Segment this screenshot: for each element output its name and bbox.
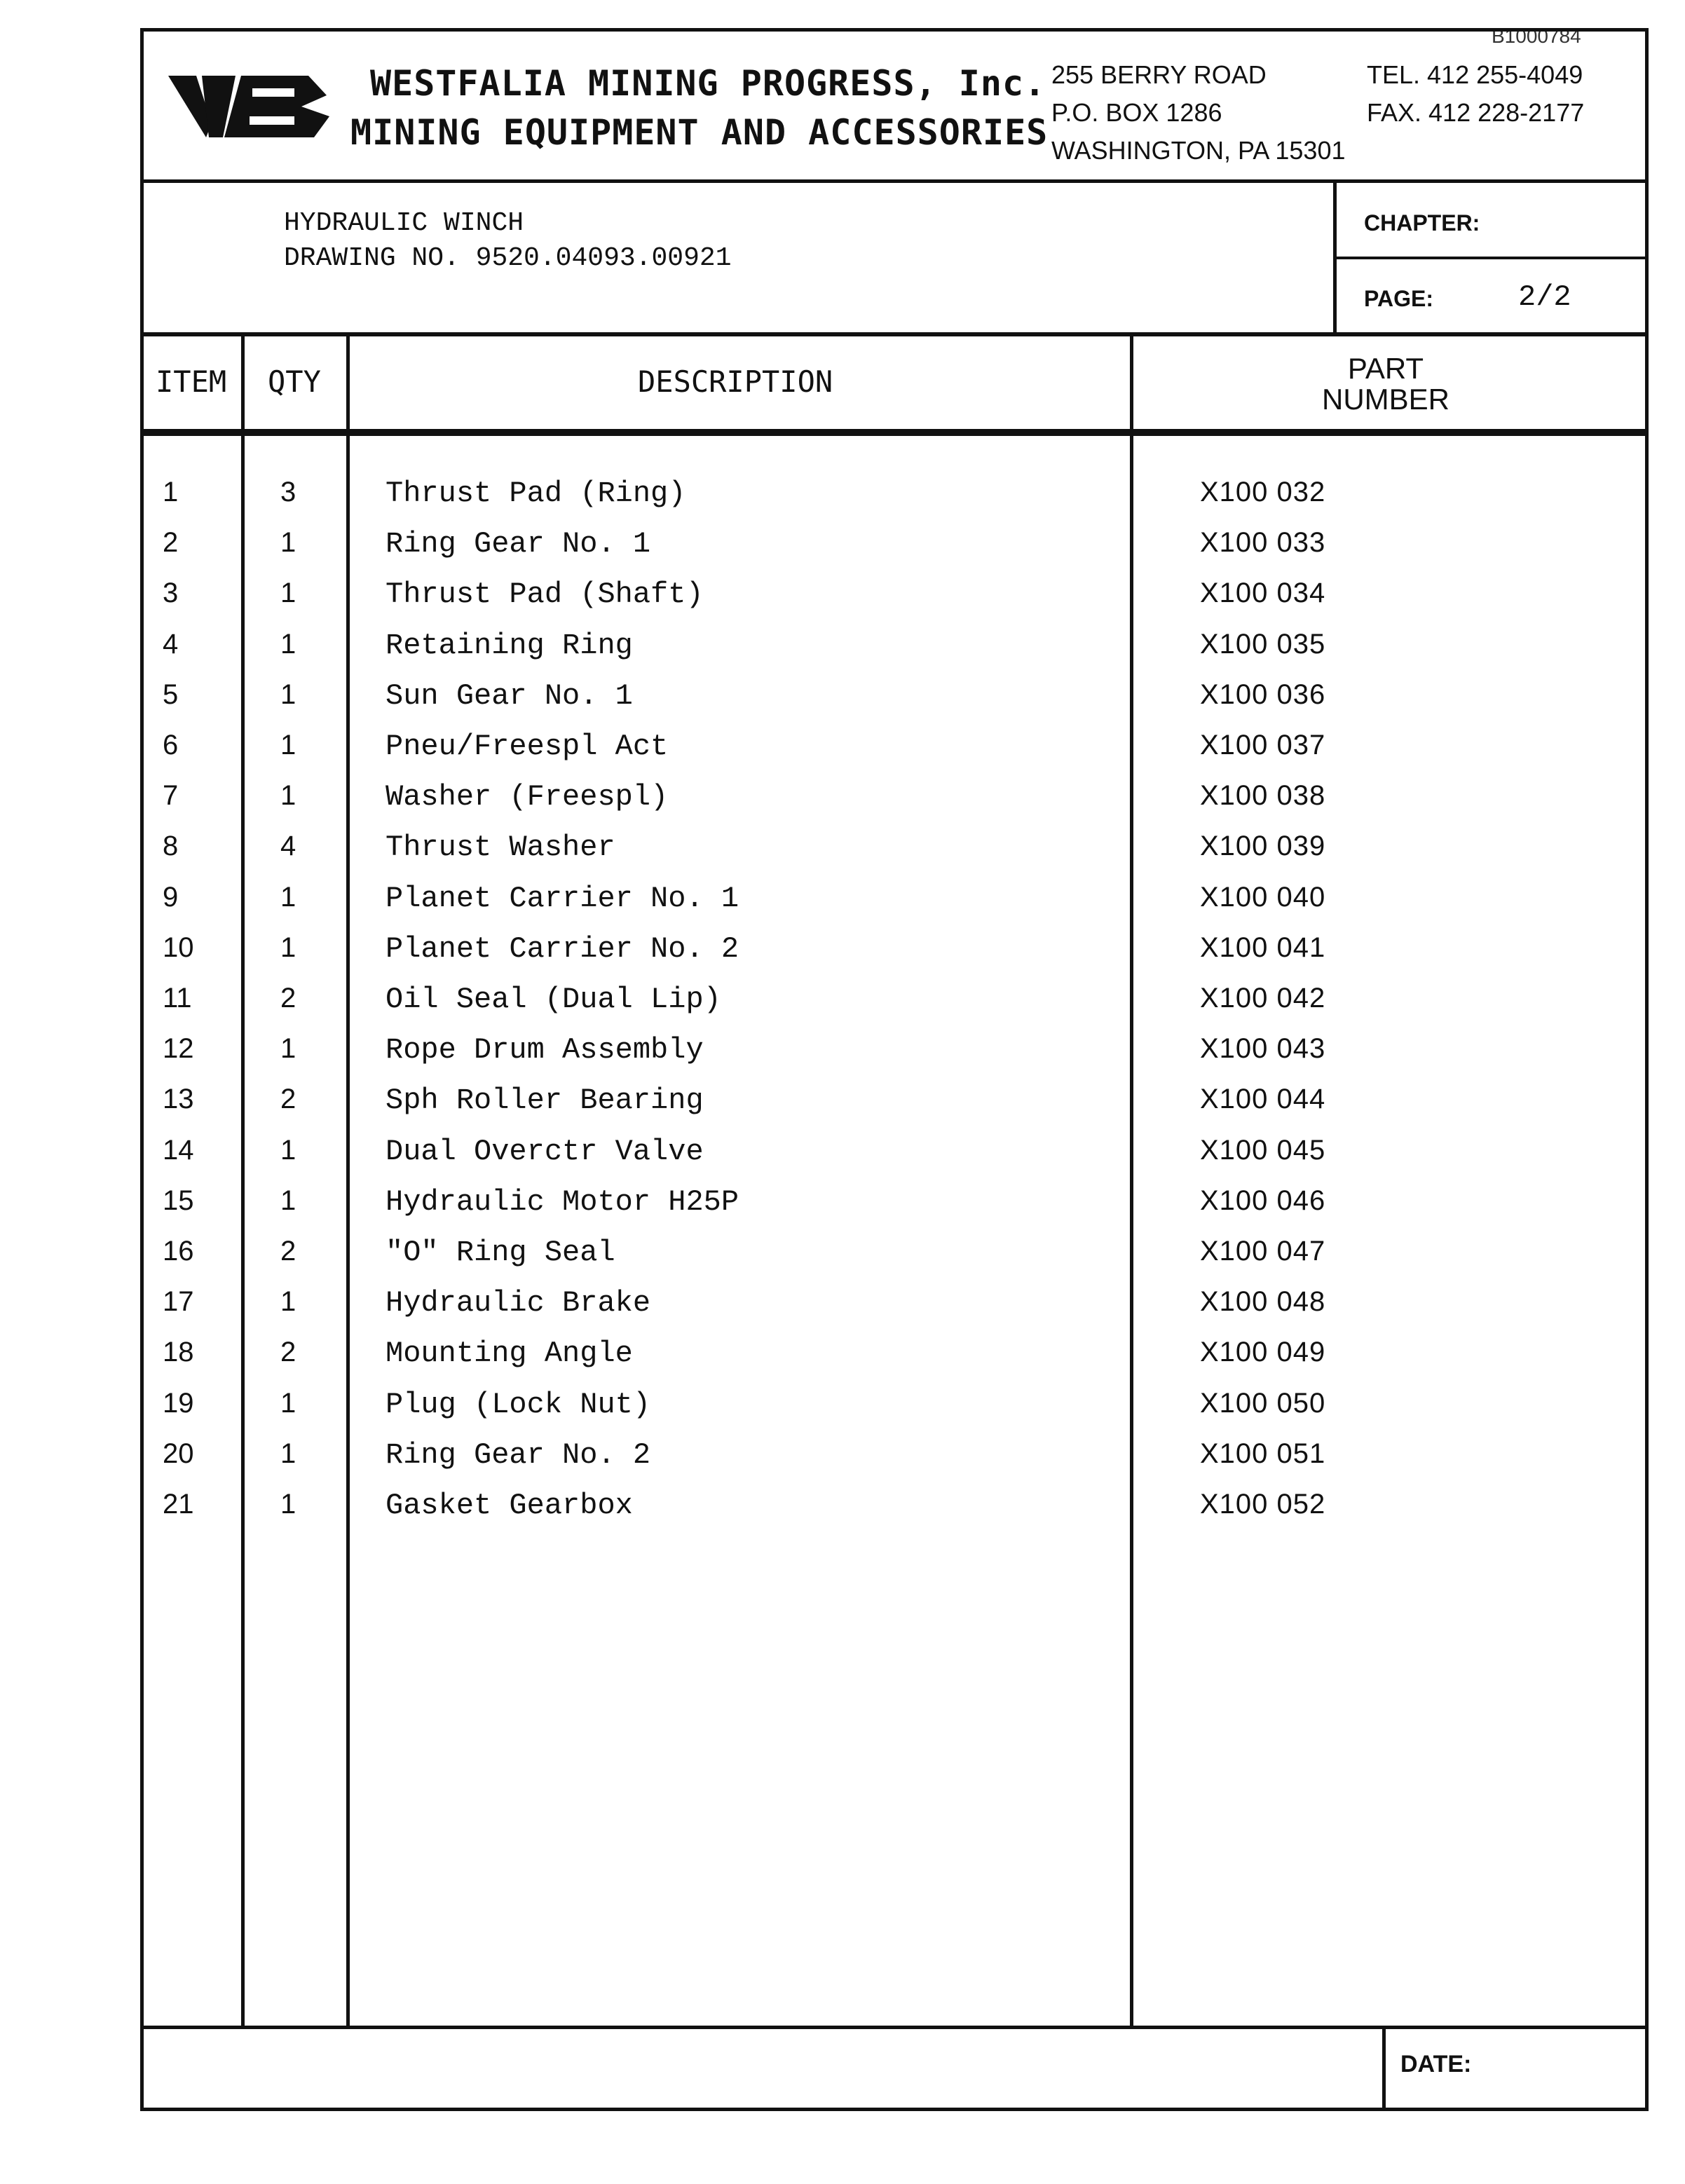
date-label: DATE:	[1400, 2051, 1472, 2077]
qty-cell: 1	[280, 1388, 296, 1419]
description-cell: Thrust Pad (Shaft)	[386, 578, 704, 611]
qty-cell: 1	[280, 932, 296, 963]
description-cell: Washer (Freespl)	[386, 780, 669, 814]
qty-cell: 1	[280, 1135, 296, 1166]
description-cell: Hydraulic Brake	[386, 1286, 651, 1320]
part-number-cell: X100 037	[1200, 730, 1326, 760]
item-cell: 15	[163, 1185, 194, 1216]
description-cell: Sph Roller Bearing	[386, 1084, 704, 1117]
address-line: 255 BERRY ROAD	[1051, 60, 1267, 89]
column-header-qty: QTY	[268, 364, 321, 399]
divider	[140, 2026, 1649, 2029]
item-cell: 17	[163, 1286, 194, 1317]
item-cell: 5	[163, 679, 179, 710]
item-cell: 11	[163, 983, 192, 1013]
table-row	[0, 1438, 1685, 1489]
table-row	[0, 679, 1685, 730]
company-tagline: MINING EQUIPMENT AND ACCESSORIES	[350, 112, 1049, 153]
drawing-title	[284, 206, 732, 276]
divider	[1335, 257, 1649, 259]
fax: FAX. 412 228-2177	[1367, 98, 1585, 127]
item-cell: 10	[163, 932, 194, 963]
table-row	[0, 983, 1685, 1033]
qty-cell: 2	[280, 1084, 296, 1114]
part-number-cell: X100 044	[1200, 1084, 1326, 1114]
qty-cell: 3	[280, 477, 296, 507]
table-row	[0, 1185, 1685, 1236]
qty-cell: 2	[280, 1236, 296, 1267]
part-number-cell: X100 047	[1200, 1236, 1326, 1267]
table-row	[0, 1489, 1685, 1539]
qty-cell: 1	[280, 1033, 296, 1064]
page-number: 2/2	[1518, 280, 1571, 314]
description-cell: Sun Gear No. 1	[386, 679, 633, 713]
table-row	[0, 578, 1685, 628]
divider	[1382, 2026, 1386, 2111]
table-row	[0, 629, 1685, 679]
qty-cell: 4	[280, 831, 296, 861]
qty-cell: 1	[280, 1185, 296, 1216]
description-cell: Pneu/Freespl Act	[386, 730, 669, 763]
table-row	[0, 527, 1685, 578]
item-cell: 7	[163, 780, 179, 811]
item-cell: 20	[163, 1438, 194, 1469]
page-label: PAGE:	[1364, 286, 1433, 311]
part-number-cell: X100 035	[1200, 629, 1326, 660]
table-row	[0, 831, 1685, 881]
item-cell: 18	[163, 1337, 194, 1367]
qty-cell: 1	[280, 578, 296, 608]
item-cell: 16	[163, 1236, 194, 1267]
description-cell: Plug (Lock Nut)	[386, 1388, 651, 1421]
part-header-line: NUMBER	[1321, 383, 1449, 416]
divider	[140, 179, 1649, 183]
part-number-cell: X100 033	[1200, 527, 1326, 558]
qty-cell: 1	[280, 730, 296, 760]
item-cell: 12	[163, 1033, 194, 1064]
part-number-cell: X100 049	[1200, 1337, 1326, 1367]
description-cell: Rope Drum Assembly	[386, 1033, 704, 1067]
qty-cell: 1	[280, 679, 296, 710]
table-row	[0, 882, 1685, 932]
item-cell: 1	[163, 477, 179, 507]
part-number-cell: X100 051	[1200, 1438, 1326, 1469]
address-line: P.O. BOX 1286	[1051, 98, 1222, 127]
item-cell: 13	[163, 1084, 194, 1114]
address-line: WASHINGTON, PA 15301	[1051, 136, 1346, 165]
qty-cell: 1	[280, 527, 296, 558]
description-cell: Thrust Washer	[386, 831, 615, 864]
description-cell: Planet Carrier No. 2	[386, 932, 739, 966]
qty-cell: 1	[280, 1489, 296, 1520]
column-header-part-number	[1298, 353, 1473, 415]
document-id: B1000784	[1492, 25, 1581, 47]
table-row	[0, 1286, 1685, 1337]
part-number-cell: X100 034	[1200, 578, 1326, 608]
description-cell: Dual Overctr Valve	[386, 1135, 704, 1168]
part-number-cell: X100 042	[1200, 983, 1326, 1013]
table-row	[0, 1236, 1685, 1286]
qty-cell: 1	[280, 882, 296, 913]
item-cell: 6	[163, 730, 179, 760]
table-row	[0, 780, 1685, 831]
description-cell: "O" Ring Seal	[386, 1236, 615, 1269]
drawing-number: DRAWING NO. 9520.04093.00921	[284, 243, 732, 273]
column-header-description: DESCRIPTION	[638, 364, 833, 399]
description-cell: Ring Gear No. 2	[386, 1438, 651, 1472]
part-number-cell: X100 032	[1200, 477, 1326, 507]
description-cell: Oil Seal (Dual Lip)	[386, 983, 721, 1016]
item-cell: 4	[163, 629, 179, 660]
part-number-cell: X100 043	[1200, 1033, 1326, 1064]
description-cell: Hydraulic Motor H25P	[386, 1185, 739, 1219]
part-number-cell: X100 046	[1200, 1185, 1326, 1216]
part-number-cell: X100 039	[1200, 831, 1326, 861]
item-cell: 8	[163, 831, 179, 861]
qty-cell: 1	[280, 1438, 296, 1469]
description-cell: Gasket Gearbox	[386, 1489, 633, 1522]
description-cell: Retaining Ring	[386, 629, 633, 662]
item-cell: 14	[163, 1135, 194, 1166]
telephone: TEL. 412 255-4049	[1367, 60, 1583, 89]
westfalia-logo-icon	[168, 67, 329, 146]
part-number-cell: X100 050	[1200, 1388, 1326, 1419]
qty-cell: 2	[280, 983, 296, 1013]
chapter-label: CHAPTER:	[1364, 210, 1480, 236]
part-number-cell: X100 038	[1200, 780, 1326, 811]
part-number-cell: X100 052	[1200, 1489, 1326, 1520]
drawing-name: HYDRAULIC WINCH	[284, 208, 524, 238]
header-underline	[140, 429, 1649, 436]
company-contact	[1367, 56, 1584, 132]
description-cell: Thrust Pad (Ring)	[386, 477, 686, 510]
qty-cell: 1	[280, 629, 296, 660]
item-cell: 21	[163, 1489, 194, 1520]
part-number-cell: X100 036	[1200, 679, 1326, 710]
qty-cell: 2	[280, 1337, 296, 1367]
divider	[140, 332, 1649, 336]
qty-cell: 1	[280, 1286, 296, 1317]
description-cell: Mounting Angle	[386, 1337, 633, 1370]
item-cell: 2	[163, 527, 179, 558]
table-row	[0, 932, 1685, 983]
description-cell: Ring Gear No. 1	[386, 527, 651, 561]
table-row	[0, 1337, 1685, 1387]
part-number-cell: X100 040	[1200, 882, 1326, 913]
table-row	[0, 730, 1685, 780]
column-header-item: ITEM	[156, 364, 227, 399]
company-name: WESTFALIA MINING PROGRESS, Inc.	[370, 63, 1046, 104]
divider	[1333, 179, 1337, 335]
qty-cell: 1	[280, 780, 296, 811]
table-row	[0, 1084, 1685, 1134]
table-row	[0, 477, 1685, 527]
part-number-cell: X100 048	[1200, 1286, 1326, 1317]
part-number-cell: X100 041	[1200, 932, 1326, 963]
part-header-line: PART	[1347, 352, 1424, 385]
description-cell: Planet Carrier No. 1	[386, 882, 739, 915]
table-row	[0, 1135, 1685, 1185]
item-cell: 3	[163, 578, 179, 608]
table-row	[0, 1033, 1685, 1084]
company-address	[1051, 56, 1345, 170]
item-cell: 9	[163, 882, 179, 913]
part-number-cell: X100 045	[1200, 1135, 1326, 1166]
item-cell: 19	[163, 1388, 194, 1419]
table-row	[0, 1388, 1685, 1438]
